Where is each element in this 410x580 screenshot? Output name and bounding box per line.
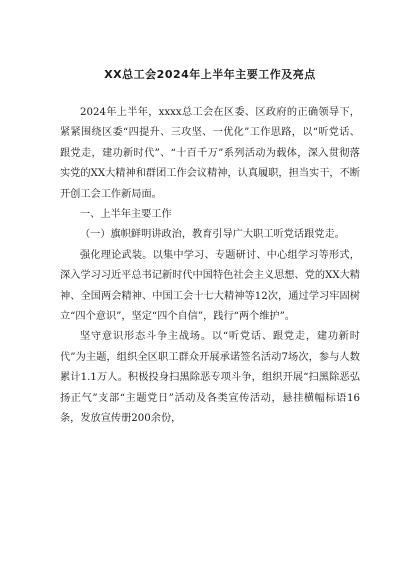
intro-paragraph: 2024年上半年，xxxx总工会在区委、区政府的正确领导下，紧紧围绕区委“四提升、三攻坚、一优化”工作思路，以“听党话、跟党走，建功新时代”、“十百千万”系列活动为载体，深入贯彻落实党的XX大精神和群团工作会议精神，认真履职，担当实干，不断开创工会工作新局面。 <box>60 107 360 200</box>
document-page <box>60 66 360 430</box>
document-title: XX总工会2024年上半年主要工作及亮点 <box>104 68 316 81</box>
subsection-heading-politics: （一）旗帜鲜明讲政治，教育引导广大职工听党话跟党走。 <box>80 229 345 241</box>
paragraph-ideology: 坚守意识形态斗争主战场。以“听党话、跟党走，建功新时代”为主题，组织全区职工群众开展承诺签名活动7场次，参与人数累计1.1万人。积极投身扫黑除恶专项斗争，组织开展“扫黑除恶弘扬正气”支部“主题党日”活动及各类宣传活动，悬挂横幅标语16条，发放宣传册200余份， <box>60 331 360 425</box>
paragraph-theory-study: 强化理论武装。以集中学习、专题研讨、中心组学习等形式，深入学习习近平总书记新时代中国特色社会主义思想、党的XX大精神、全国两会精神、中国工会十七大精神等12次，通过学习牢固树立“四个意识”，坚定“四个自信”，践行“两个维护”。 <box>60 249 360 323</box>
section-heading-main-work: 一、上半年主要工作 <box>80 209 172 221</box>
